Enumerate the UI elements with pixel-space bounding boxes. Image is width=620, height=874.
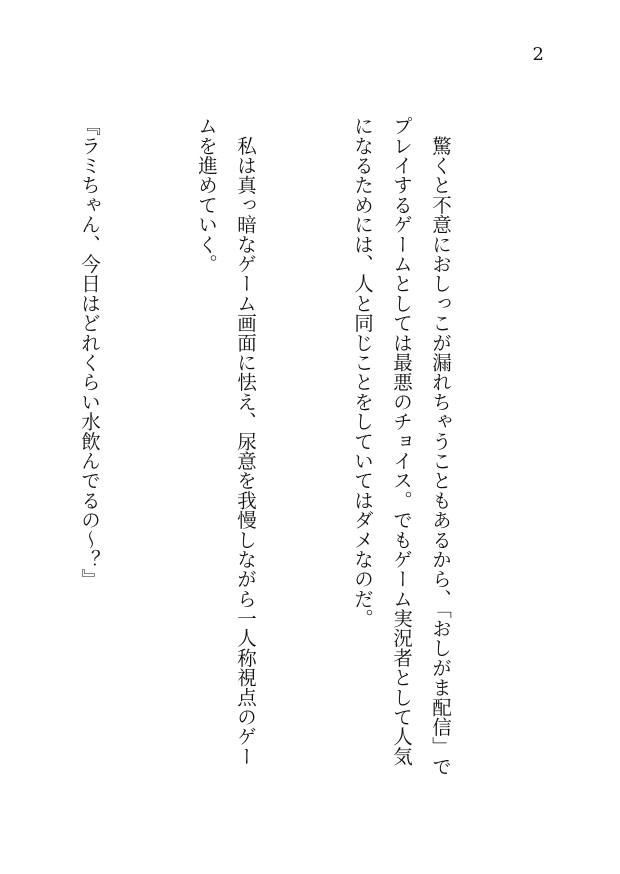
page-number: 2	[532, 44, 544, 65]
paragraph: 驚くと不意におしっこが漏れちゃうこともあるから、「おしがま配信」でプレイするゲームとしては最悪のチョイス。でもゲーム実況者として人気になるためには、人と同じことをしていてはダメなのだ。	[351, 116, 452, 776]
paragraph: 私は真っ暗なゲーム画面に怯え、尿意を我慢しながら一人称視点のゲームを進めていく。	[195, 116, 257, 766]
paragraph: 『ラミちゃん、今日はどれくらい水飲んでるの～？』	[78, 116, 101, 589]
vertical-text-body	[0, 116, 538, 776]
